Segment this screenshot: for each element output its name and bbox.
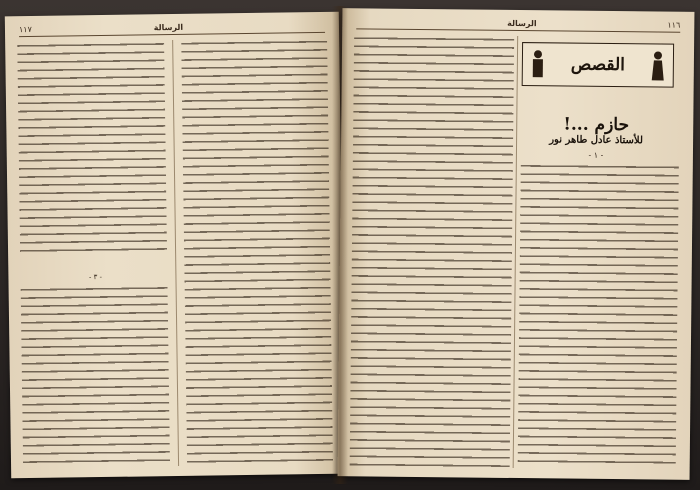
left-running-head [19,18,325,37]
story-section-banner [522,42,674,88]
story-author: للأستاذ عادل طاهر نور [549,134,643,147]
right-section-numeral: - ١ - [588,150,604,160]
storyteller-figure-icon [649,50,667,80]
left-page-number: ١١٧ [18,24,32,34]
story-banner-word: القصص [570,54,626,76]
left-magazine-name: الرسالة [153,22,184,32]
left-page-column-right [181,38,333,466]
right-page-column-left [350,34,515,468]
left-page-column-left [17,40,169,468]
right-page [338,8,695,480]
left-page [5,12,345,479]
right-running-head [356,14,680,32]
story-title: حازم ...! [563,114,630,136]
book-gutter [332,6,348,484]
left-text-columns [17,38,333,468]
right-page-column-right [518,162,679,470]
right-page-number: ١١٦ [667,20,681,30]
left-section-numeral: - ٣ - [88,273,102,282]
reader-figure-icon [529,49,547,79]
right-magazine-name: الرسالة [507,18,537,28]
